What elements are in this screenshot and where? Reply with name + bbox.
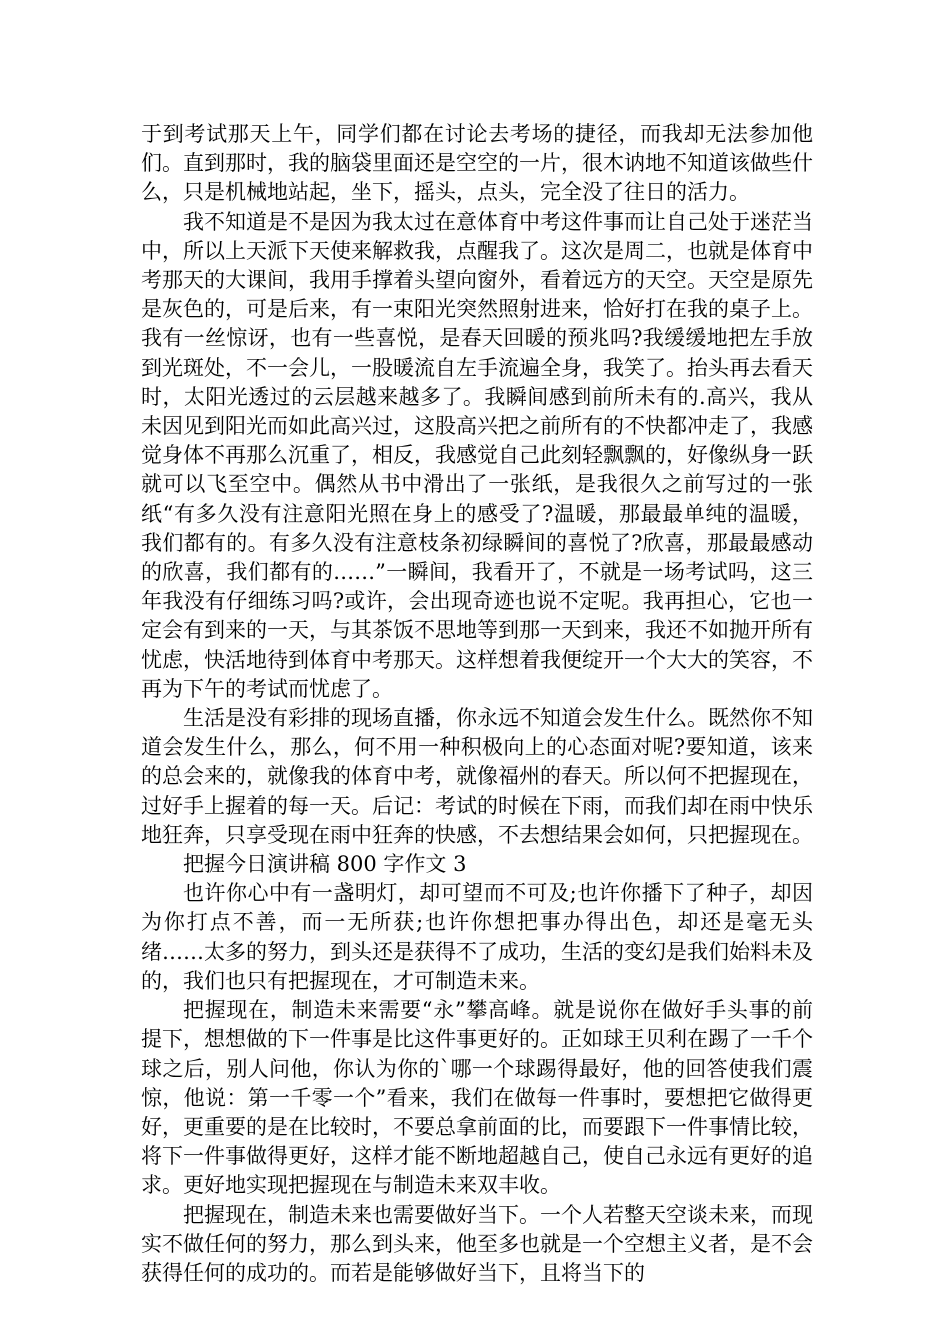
paragraph-continuation: 于到考试那天上午，同学们都在讨论去考场的捷径，而我却无法参加他们。直到那时，我的脑袋里面还是空空的一片，很木讷地不知道该做些什么，只是机械地站起，坐下，摇头，点头，完全没了往日的活力。 <box>141 122 813 205</box>
paragraph-present: 把握现在，制造未来也需要做好当下。一个人若整天空谈未来，而现实不做任何的努力，那么到头来，他至多也就是一个空想主义者，是不会获得任何的成功的。而若是能够做好当下，且将当下的 <box>141 1202 813 1285</box>
document-page <box>141 120 813 1288</box>
paragraph-sunlight: 我不知道是不是因为我太过在意体育中考这件事而让自己处于迷茫当中，所以上天派下天使来解救我，点醒我了。这次是周二，也就是体育中考那天的大课间，我用手撑着头望向窗外，看着远方的天空。天空是原先是灰色的，可是后来，有一束阳光突然照射进来，恰好打在我的桌子上。我有一丝惊讶，也有一些喜悦，是春天回暖的预兆吗?我缓缓地把左手放到光斑处，不一会儿，一股暖流自左手流遍全身，我笑了。抬头再去看天时，太阳光透过的云层越来越多了。我瞬间感到前所未有的.高兴，我从未因见到阳光而如此高兴过，这股高兴把之前所有的不快都冲走了，我感觉身体不再那么沉重了，相反，我感觉自己此刻轻飘飘的，好像纵身一跃就可以飞至空中。偶然从书中滑出了一张纸，是我很久之前写过的一张纸“有多久没有注意阳光照在身上的感受了?温暖，那最最单纯的温暖，我们都有的。有多久没有注意枝条初绿瞬间的喜悦了?欣喜，那最最感动的欣喜，我们都有的……”一瞬间，我看开了，不就是一场考试吗，这三年我没有仔细练习吗?或许，会出现奇迹也说不定呢。我再担心，它也一定会有到来的一天，与其茶饭不思地等到那一天到来，我还不如抛开所有忧虑，快活地待到体育中考那天。这样想着我便绽开一个大大的笑容，不再为下午的考试而忧虑了。 <box>141 209 813 701</box>
paragraph-pele: 把握现在，制造未来需要“永”攀高峰。就是说你在做好手头事的前提下，想想做的下一件事是比这件事更好的。正如球王贝利在踢了一千个球之后，别人问他，你认为你的`哪一个球踢得最好，他的回答使我们震惊，他说：第一千零一个”看来，我们在做每一件事时，要想把它做得更好，更重要的是在比较时，不要总拿前面的比，而要跟下一件事情比较，将下一件事做得更好，这样才能不断地超越自己，使自己永远有更好的追求。更好地实现把握现在与制造未来双丰收。 <box>141 998 813 1198</box>
paragraph-life-live: 生活是没有彩排的现场直播，你永远不知道会发生什么。既然你不知道会发生什么，那么，何不用一种积极向上的心态面对呢?要知道，该来的总会来的，就像我的体育中考，就像福州的春天。所以何不把握现在，过好手上握着的每一天。后记：考试的时候在下雨，而我们却在雨中快乐地狂奔，只享受现在雨中狂奔的快感，不去想结果会如何，只把握现在。 <box>141 706 813 847</box>
essay-heading: 把握今日演讲稿 800 字作文 3 <box>183 852 467 877</box>
paragraph-lamp: 也许你心中有一盏明灯，却可望而不可及;也许你播下了种子，却因为你打点不善，而一无所获;也许你想把事办得出色，却还是毫无头绪……太多的努力，到头还是获得不了成功，生活的变幻是我们始料未及的，我们也只有把握现在，才可制造未来。 <box>141 881 813 993</box>
